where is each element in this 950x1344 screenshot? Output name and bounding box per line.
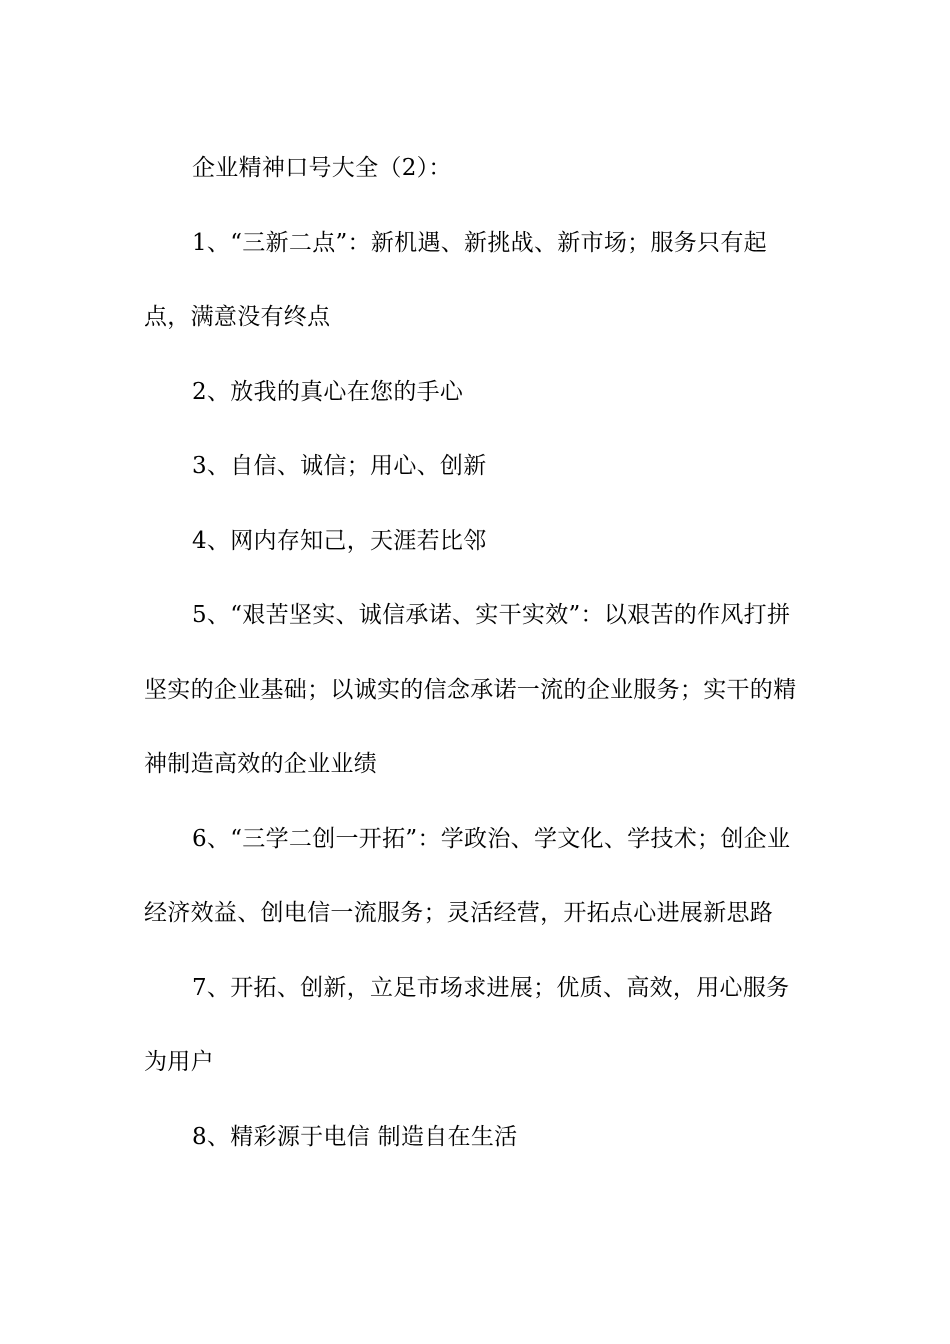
slogan-item-2: 2、放我的真心在您的手心: [192, 378, 464, 405]
slogan-item-5: 5、“艰苦坚实、诚信承诺、实干实效”：以艰苦的作风打拼坚实的企业基础；以诚实的信念承诺一流的企业服务；实干的精神制造高效的企业业绩: [144, 602, 797, 777]
document-heading: 企业精神口号大全（2）：: [192, 155, 452, 181]
slogan-item-1: 1、“三新二点”：新机遇、新挑战、新市场；服务只有起点，满意没有终点: [144, 229, 767, 330]
slogan-item-3: 3、自信、诚信；用心、创新: [192, 453, 487, 479]
slogan-item-4: 4、网内存知己，天涯若比邻: [192, 527, 487, 554]
slogan-item-6: 6、“三学二创一开拓”：学政治、学文化、学技术；创企业经济效益、创电信一流服务；灵活经营，开拓点心进展新思路: [144, 825, 791, 926]
slogan-item-7: 7、开拓、创新，立足市场求进展；优质、高效，用心服务为用户: [144, 974, 790, 1075]
document-body: [144, 131, 808, 1174]
slogan-item-8: 8、精彩源于电信 制造自在生活: [192, 1123, 518, 1150]
